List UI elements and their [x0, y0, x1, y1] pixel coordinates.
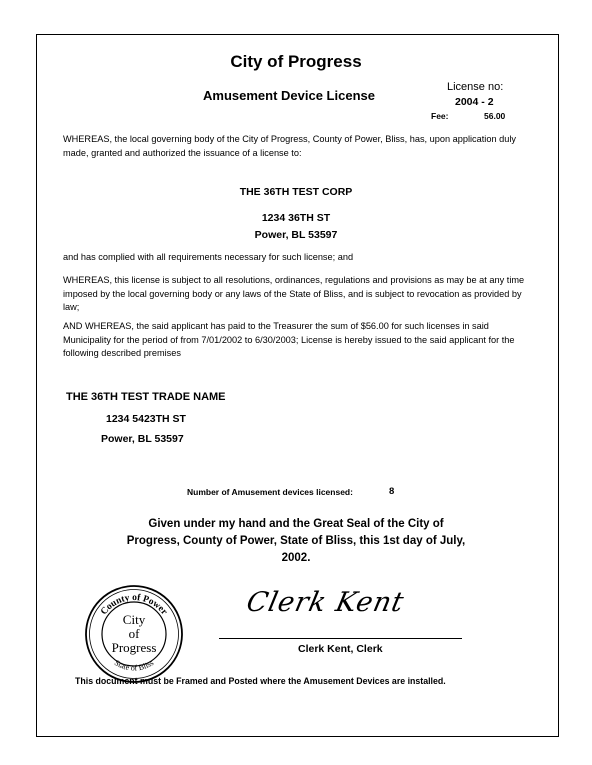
whereas-paragraph-3: AND WHEREAS, the said applicant has paid to the Treasurer the sum of $56.00 for such licenses in said Municipality for the period of from 7/01/2002 to 6/30/2003; License is hereby issued to the said applicant for the following described premises [63, 321, 515, 358]
devices-count: 8 [389, 486, 395, 497]
license-no-label: License no: [447, 81, 504, 93]
devices-label: Number of Amusement devices licensed: [187, 487, 353, 497]
complied-paragraph: and has complied with all requirements necessary for such license; and [63, 252, 354, 262]
licensee-city-state-zip: Power, BL 53597 [254, 229, 338, 241]
svg-text:State of Bliss [113, 658, 155, 672]
premises-city-state-zip: Power, BL 53597 [101, 433, 184, 445]
fee-label: Fee: [431, 111, 449, 121]
seal-top-arc: County of Power [99, 592, 169, 618]
given-line-3: 2002. [281, 552, 311, 564]
whereas-paragraph-2: WHEREAS, this license is subject to all resolutions, ordinances, regulations and provisions as may be at any time imposed by the local governing body or any laws of the State of Bliss, and is subject to revocation as provided by law; [63, 275, 525, 312]
given-line-1: Given under my hand and the Great Seal of the City of [148, 518, 444, 530]
seal-center-progress: Progress [111, 640, 157, 655]
seal-center-city: City [122, 612, 146, 627]
whereas-paragraph-1: WHEREAS, the local governing body of the City of Progress, County of Power, Bliss, has, upon application duly made, granted and authorized the issuance of a license to: [63, 134, 516, 158]
fee-value: 56.00 [484, 111, 506, 121]
signature-line [219, 638, 462, 639]
signature-printed-name: Clerk Kent, Clerk [298, 643, 383, 655]
city-seal [84, 584, 184, 684]
footer-notice: This document must be Framed and Posted where the Amusement Devices are installed. [75, 676, 446, 686]
license-number: 2004 - 2 [455, 96, 494, 108]
licensee-name: THE 36TH TEST CORP [239, 186, 353, 198]
premises-street: 1234 5423TH ST [106, 413, 186, 425]
license-title: Amusement Device License [203, 88, 375, 103]
signature-script: Clerk Kent [243, 587, 408, 618]
city-title: City of Progress [230, 52, 362, 71]
seal-center-of: of [128, 626, 140, 641]
given-line-2: Progress, County of Power, State of Bliss, this 1st day of July, [126, 535, 466, 547]
seal-bottom-arc: State of Bliss [112, 658, 156, 673]
licensee-street: 1234 36TH ST [261, 212, 331, 224]
premises-trade-name: THE 36TH TEST TRADE NAME [66, 391, 226, 403]
